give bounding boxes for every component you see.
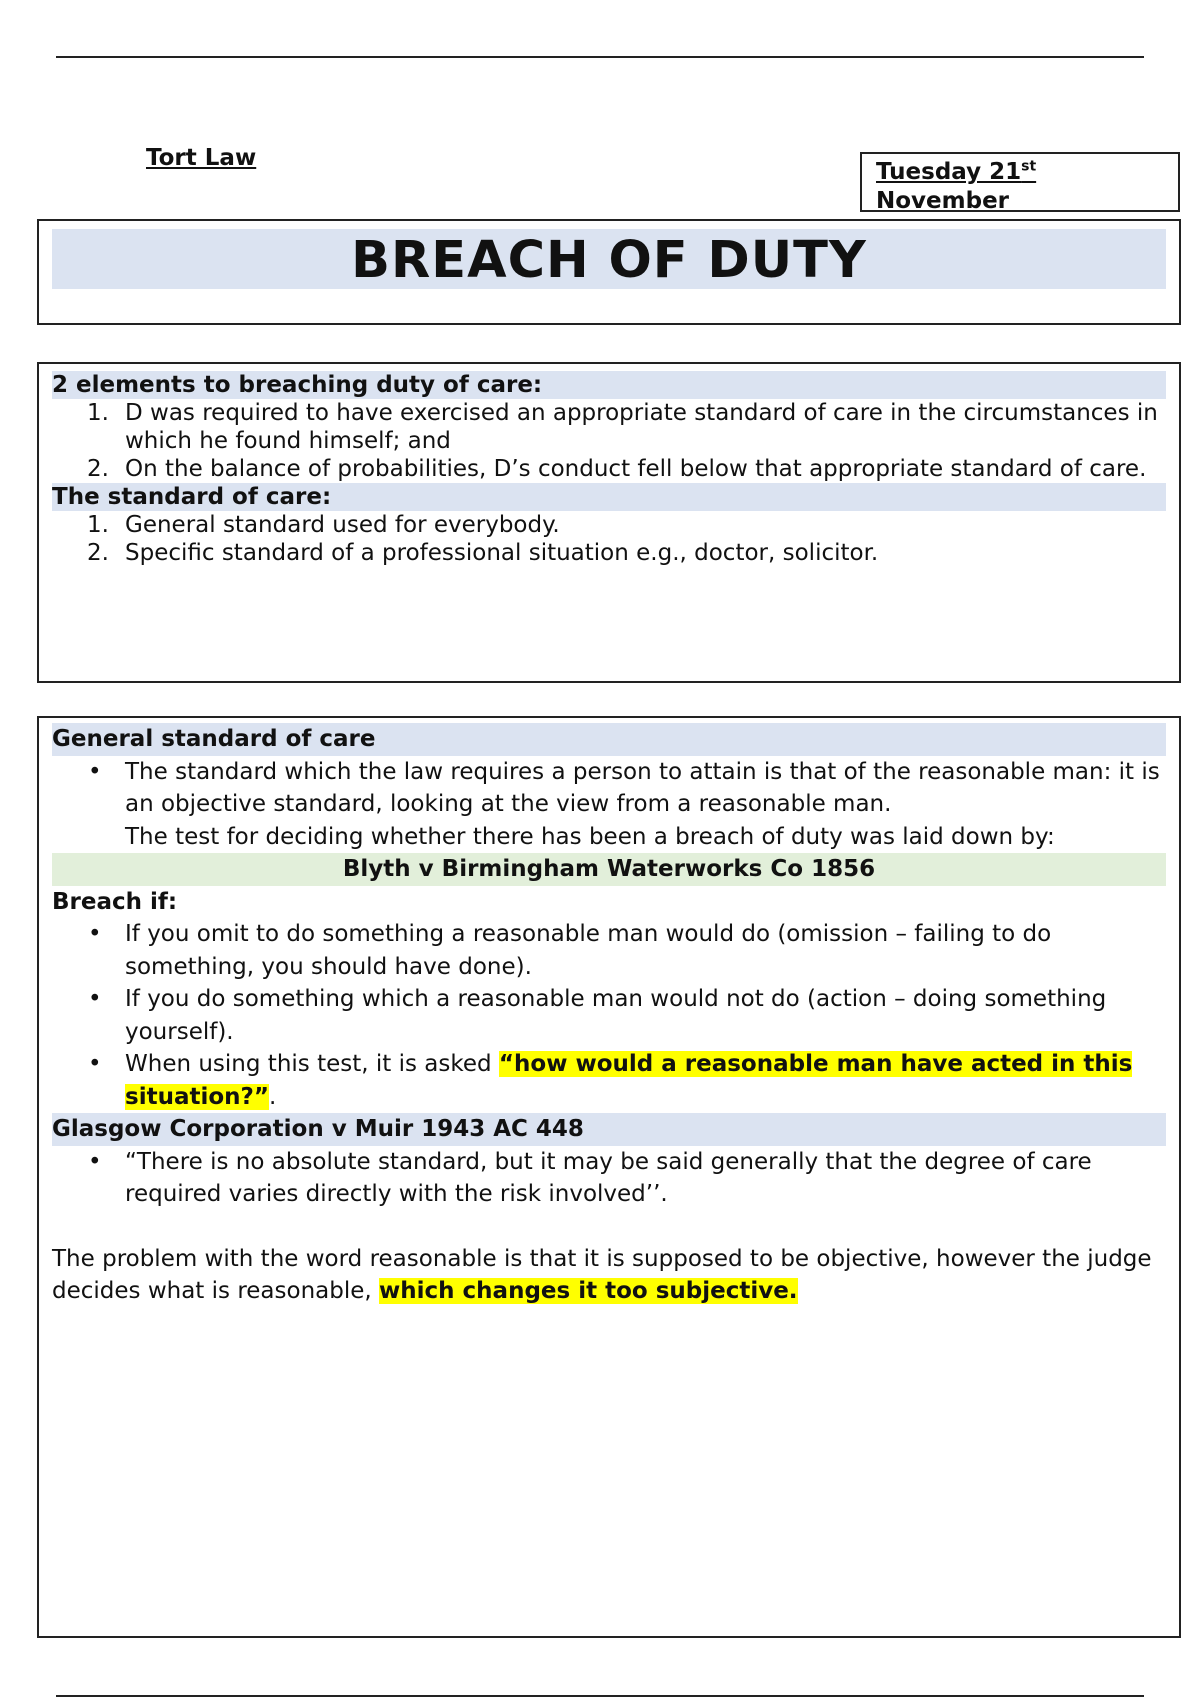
general-standard-heading: General standard of care xyxy=(52,723,1166,756)
bullet-item xyxy=(52,1146,1166,1211)
list-number: 1. xyxy=(87,512,109,538)
title-box xyxy=(37,219,1181,325)
date-suffix: st xyxy=(1021,158,1037,175)
footer-rule xyxy=(56,1695,1144,1697)
bullet-item xyxy=(52,918,1166,983)
bullet-icon: • xyxy=(88,758,102,785)
bullet-text: If you omit to do something a reasonable man would do (omission – failing to do something, you should have done). xyxy=(125,921,1052,980)
header-rule xyxy=(56,56,1144,58)
list-item xyxy=(52,511,1166,539)
bullet-text: “There is no absolute standard, but it may be said generally that the degree of care required varies directly with the risk involved’’. xyxy=(125,1148,1092,1207)
list-item xyxy=(52,455,1166,483)
date-day: Tuesday 21 xyxy=(876,159,1022,185)
standard-heading: The standard of care: xyxy=(52,483,1166,511)
bullet-item xyxy=(52,1048,1166,1113)
bullet-icon: • xyxy=(88,1148,102,1175)
list-text: D was required to have exercised an appropriate standard of care in the circumstances in which he found himself; and xyxy=(125,400,1158,454)
bullet-item xyxy=(52,983,1166,1048)
list-item xyxy=(52,399,1166,455)
case-blyth: Blyth v Birmingham Waterworks Co 1856 xyxy=(52,853,1166,886)
bullet-text: The standard which the law requires a person to attain is that of the reasonable man: it is an objective standard, looking at the view from a reasonable man. xyxy=(125,758,1160,817)
intro-continuation: The test for deciding whether there has been a breach of duty was laid down by: xyxy=(125,823,1055,850)
list-number: 2. xyxy=(87,540,109,566)
bullet-text: If you do something which a reasonable man would not do (action – doing something yourself). xyxy=(125,986,1107,1045)
bullet-icon: • xyxy=(88,921,102,947)
spacer xyxy=(52,1211,1166,1243)
bullet-icon: • xyxy=(88,1051,102,1077)
bullet-icon: • xyxy=(88,986,102,1012)
general-standard-box xyxy=(37,716,1181,1638)
date-day-line xyxy=(876,159,1036,185)
subject-title: Tort Law xyxy=(146,145,257,171)
problem-text: The problem with the word reasonable is that it is supposed to be objective, however the judge decides what is reasonable, xyxy=(52,1245,1152,1304)
elements-heading: 2 elements to breaching duty of care: xyxy=(52,371,1166,399)
test-quote-highlight: “how would a reasonable man have acted in this situation?” xyxy=(125,1051,1133,1110)
problem-paragraph xyxy=(52,1243,1166,1308)
list-number: 1. xyxy=(87,400,109,426)
page-title: BREACH OF DUTY xyxy=(52,229,1166,289)
problem-highlight: which changes it too subjective. xyxy=(379,1278,798,1304)
date-box xyxy=(860,152,1180,212)
case-glasgow: Glasgow Corporation v Muir 1943 AC 448 xyxy=(52,1113,1166,1146)
list-text: On the balance of probabilities, D’s conduct fell below that appropriate standard of care. xyxy=(125,456,1147,482)
list-text: Specific standard of a professional situation e.g., doctor, solicitor. xyxy=(125,540,879,566)
test-prefix: When using this test, it is asked xyxy=(125,1051,499,1077)
date-month: November xyxy=(876,188,1010,212)
list-text: General standard used for everybody. xyxy=(125,512,560,538)
breach-heading: Breach if: xyxy=(52,888,178,915)
elements-box xyxy=(37,362,1181,683)
bullet-item xyxy=(52,756,1166,821)
list-number: 2. xyxy=(87,456,109,482)
test-suffix: . xyxy=(268,1083,277,1110)
list-item xyxy=(52,539,1166,567)
